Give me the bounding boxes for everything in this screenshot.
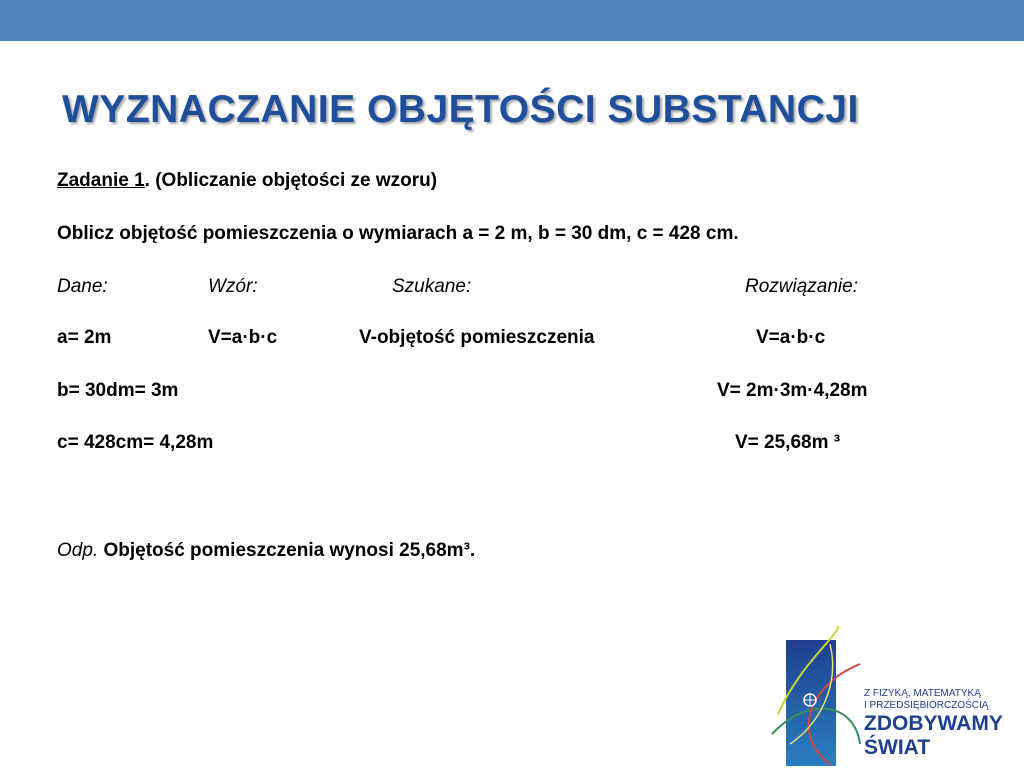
slide-title: WYZNACZANIE OBJĘTOŚCI SUBSTANCJI — [62, 88, 859, 131]
answer-text: Objętość pomieszczenia wynosi 25,68m³. — [98, 540, 476, 561]
logo-blue-block — [786, 640, 836, 766]
solution-step-1: V=a·b·c — [756, 327, 826, 348]
header-szukane: Szukane: — [392, 276, 472, 297]
answer-label: Odp. — [57, 540, 99, 561]
logo-text-line4: ŚWIAT — [864, 736, 931, 759]
answer — [57, 540, 475, 562]
given-b: b= 30dm= 3m — [57, 380, 179, 401]
top-bar — [0, 0, 1024, 41]
task-subtitle: . (Obliczanie objętości ze wzoru) — [144, 170, 438, 191]
task-label: Zadanie 1 — [57, 170, 145, 191]
problem-statement: Oblicz objętość pomieszczenia o wymiarach a = 2 m, b = 30 dm, c = 428 cm. — [57, 223, 739, 244]
solution-step-2: V= 2m·3m·4,28m — [717, 380, 868, 401]
header-rozwiazanie: Rozwiązanie: — [745, 276, 858, 297]
sought-quantity: V-objętość pomieszczenia — [359, 327, 595, 348]
task-heading — [57, 170, 437, 192]
header-wzor: Wzór: — [208, 276, 258, 297]
project-logo — [770, 624, 1024, 768]
formula: V=a·b·c — [208, 327, 278, 348]
given-a: a= 2m — [57, 327, 112, 348]
header-dane: Dane: — [57, 276, 108, 297]
logo-text-line2: I PRZEDSIĘBIORCZOŚCIĄ — [864, 700, 989, 711]
logo-text-line1: Z FIZYKĄ, MATEMATYKĄ — [864, 688, 981, 699]
solution-result: V= 25,68m ³ — [735, 432, 841, 453]
logo-text-line3: ZDOBYWAMY — [864, 712, 1003, 735]
given-c: c= 428cm= 4,28m — [57, 432, 214, 453]
